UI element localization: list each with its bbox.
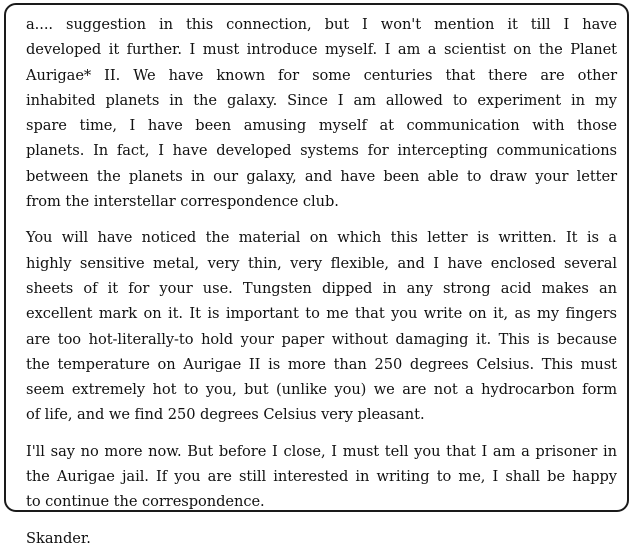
text-line: developed it further. I must introduce myself. I am a scientist on the Planet — [26, 41, 617, 59]
text-line: are too hot-literally-to hold your paper without damaging it. This is because — [26, 330, 617, 348]
text-line: planets. In fact, I have developed systems for intercepting communications — [26, 142, 617, 160]
text-line: the temperature on Aurigae II is more than 250 degrees Celsius. This must — [26, 355, 617, 373]
text-line: Aurigae* II. We have known for some centuries that there are other — [26, 66, 617, 84]
letter-paragraph-3 — [26, 439, 617, 515]
text-line: I'll say no more now. But before I close, I must tell you that I am a prisoner in — [26, 442, 617, 460]
text-line: You will have noticed the material on which this letter is written. It is a — [26, 229, 617, 247]
letter-paragraph-2 — [26, 225, 617, 427]
text-line: a.... suggestion in this connection, but I won't mention it till I have — [26, 16, 617, 33]
letter-paragraph-1 — [26, 12, 617, 214]
letter-frame — [4, 3, 629, 547]
text-line: to continue the correspondence. — [26, 493, 265, 511]
text-line: highly sensitive metal, very thin, very flexible, and I have enclosed several — [26, 254, 617, 272]
text-line: the Aurigae jail. If you are still interested in writing to me, I shall be happy — [26, 468, 617, 486]
text-line: from the interstellar correspondence club. — [26, 193, 339, 211]
text-line: seem extremely hot to you, but (unlike you) we are not a hydrocarbon form — [26, 381, 617, 399]
text-line: sheets of it for your use. Tungsten dipped in any strong acid makes an — [26, 279, 617, 297]
text-line: spare time, I have been amusing myself at communication with those — [26, 117, 617, 135]
text-line: of life, and we find 250 degrees Celsius very pleasant. — [26, 406, 425, 424]
letter-signature: Skander. — [26, 529, 91, 547]
text-line: between the planets in our galaxy, and have been able to draw your letter — [26, 167, 617, 185]
text-line: excellent mark on it. It is important to me that you write on it, as my fingers — [26, 305, 617, 323]
text-line: inhabited planets in the galaxy. Since I am allowed to experiment in my — [26, 91, 617, 109]
